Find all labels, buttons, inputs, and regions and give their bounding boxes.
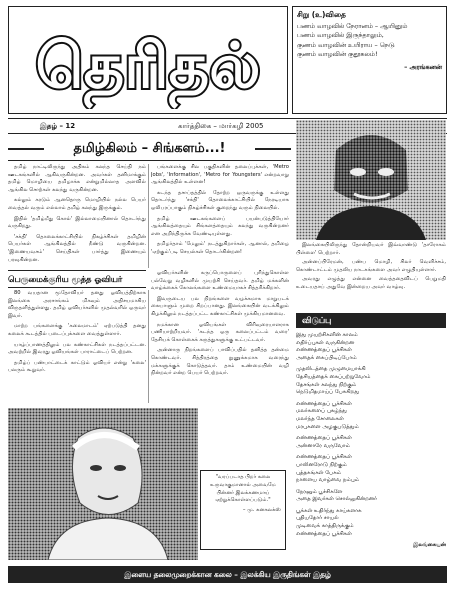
article-paragraph: கல்லும் கரடும் ஆனதொரு மொழியில் நல்ல பெயர் வைத்தல் வரும் எல்லாம் தமிழ் கலந்து இருக்கும். [8, 197, 146, 211]
poem-line: எண்ணத்தைப் பூச்சிகள் [296, 400, 352, 407]
poem-line: இது முயற்சிகளின் காலம் [296, 332, 358, 338]
footer-tagline: இளைய தலைமுறைக்கான கலை – இலக்கிய இருதிங்கள் இதழ் [8, 566, 447, 583]
article-paragraph: அன்னாரு நிறங்களைப் பாவிப்பதில் தனித்த தன்மை கொண்டவர். சித்திரத்தை நுணுக்கமாக வரைந்து மக்களுக்குக் கொடுத்தவர். தாம் உண்மையின் வழி நின்றவர் என்ற பெயர் பெற்றவர். [151, 347, 289, 377]
main-headline [8, 138, 291, 161]
masthead [8, 6, 288, 114]
poem-stanza [296, 366, 446, 396]
poem-line: பாலினரோடு நிற்கும் [296, 461, 347, 468]
poem-line: புத்தகங்கள் பேசும் [296, 469, 341, 476]
poem-box [292, 6, 447, 114]
poem-line: தேசியத்தைக் கைப்பற்றுவோம் [296, 373, 371, 380]
caption-paragraph: அவரது எழுத்து என்னை வைத்ததைவிடப் பெறுமதி உடையதாய் அதுவே இன்றைய அவர் வாழ்வு. [296, 276, 446, 290]
article-column-2 [151, 164, 289, 268]
poem-line: அதைக் கைப்பிடிப்போம் [296, 354, 357, 361]
poem-line: மலர்களைப் புகழ்ந்து [296, 408, 347, 415]
author-portrait-photo [296, 120, 446, 240]
article-column-3 [8, 290, 146, 390]
poem-line: முதலிடத்தை முழுமையாக்கி [296, 366, 366, 373]
poem-stanza [296, 454, 446, 484]
artist-portrait-photo [8, 408, 198, 560]
poem-line: நெடுமிதமாய்ப் பேசுகிறது [296, 389, 359, 396]
caption-paragraph: இலங்கையிலிருந்து தோன்றியவர் இவ்வாண்டு 'தாரோகம் பிள்ளை' பெற்றார். [296, 242, 446, 256]
poem-line: எண்ணத்தைப் பூச்சிகள் [296, 435, 352, 442]
section-heading-artist: பெருமைக்குரிய மூத்த ஓவியர் [8, 270, 146, 288]
poem-line: எண்ணத்தைப் பூச்சிகள் [296, 347, 352, 354]
poem-stanza [296, 332, 446, 362]
poem-author: – அரங்கனன் [404, 62, 442, 71]
poem-line: எண்ணத்தைப் பூச்சிகள் [296, 530, 352, 537]
poem-line: எண்ணத்தைப் பூச்சிகள் [296, 454, 352, 461]
poem-line: நேரனும் பூச்சிகளே [296, 488, 343, 495]
poem-line: குணம் வாழவின் உயிராய – நெடு [297, 40, 395, 49]
article-paragraph: தமிழ் ஊடகங்களைப் பயன்படுத்தியோர் ஆங்கிலத்தையும் சிங்களத்தையும் கலந்து வருகின்றனர் என அறிந்திருக்க வேண்டியுள்ளது. [151, 215, 289, 237]
article-paragraph: மாற்ற பங்களைக்கு 'கலைமாடம்' ஏற்படுத்தி தனது கலைக் கூடத்தில் படைப்புக்களை வைத்துள்ளார். [8, 323, 146, 337]
headline-rule-left [8, 148, 44, 150]
column-divider [148, 164, 149, 268]
article-paragraph: இவருடைய பல நிறங்களை வழக்கமாக மாறுபடக் கையாளும் முறை சிறப்பானது. இலங்கையின் வடக்கிலும் கிழக்கிலும் நடத்தப்பட்ட கண்காட்சிகள் முக்கியமானவை. [151, 295, 289, 317]
poem-line: முடிவைக் காத்திருக்கும் [296, 523, 354, 530]
article-column-4 [151, 270, 289, 405]
headline-rule-right [255, 148, 291, 150]
poem-line: மரபுகளை அழகுபடுத்தும் [296, 423, 359, 430]
poem-line: புதியதோர் சாயல் [296, 515, 339, 522]
poem-stanza [296, 435, 446, 450]
headline-text: தமிழ்கிலம் – சிங்களம்...! [73, 141, 226, 156]
section-heading-viduppu: விடுப்பு [296, 313, 446, 328]
quote-author: – மு. கனகலக்ஸ் [242, 507, 281, 514]
poem-line: எதிர்ப்புகள் வருகின்றன [296, 339, 355, 346]
article-paragraph: பங்களைக்கு சில பகுதிகளின் தலைப்புக்கள், 'Metro Jobs', 'Information', 'Metro for Youngsters' என்றவாறு ஆங்கிலத்தில் உள்ளன! [151, 164, 289, 186]
poem-line: மலர்ந்த சோலைகள் [296, 415, 344, 422]
poem-line: பணம் வாழவில் இருந்தாலும், [297, 31, 384, 39]
poem-author: இலங்கையன் [413, 542, 446, 549]
article-paragraph: ஓவியர்களின் கருப்பொருளைப் புரிந்துகொள்ள பல்வேறு வழிகளில் முயற்சி செய்தவர். தமிழ் மக்களின் வாழ்க்கைக் கோலங்களை உண்மையாகச் சித்தரிக்கிறார். [151, 270, 289, 292]
artist-quote-box [200, 470, 286, 550]
poem-title: சிறு (உ)விதை [297, 10, 346, 19]
issue-number: இதழ் – 12 [40, 122, 76, 130]
caption-paragraph: அன்னப்பிரேமன், பண்ப மொழி, சிலர் வெளிச்சம், கொண்டாட்டம் முதலிய நாடகங்களை அவர் எழுதியுள்ளார். [296, 259, 446, 273]
article-paragraph: தமிழ் நாட்டிலிருந்து அதிகம் கலந்த செய்தி நம் ஊடகங்களில் ஆகிவருகின்றன. அவர்கள் தனிமாக்கும் தமிழ் மொழியை தமிழாக்க என்றுமில்லாத அளவில் ஆங்கில சொற்கள் கலந்து வருகின்றன. [8, 164, 146, 193]
article-paragraph: நமக்கான ஓவியங்கள் விரிவுரையாளராக பணியாற்றியவர். 'கடந்த ஒரு கலைப்பட்டம் வரை' தேசியக் கொள்கைக் கருத்துகளுக்கு உட்பட்டவர். [151, 321, 289, 343]
article-paragraph: 80 வயதான மூதோவியர் தனது ஓவியத்திற்காக இலங்கை அரசாங்கம் மிகவும் அதிசயமாகிய விருதளித்துள்ளது. தமிழ் ஓவியர்களில் முதல்வரில் ஒருவர் இவர். [8, 290, 146, 319]
article-paragraph: தமிழ்ப் பண்பாட்டைக் காட்டும் ஓவியர் என்று 'கலை' பலரும் கூறுவர். [8, 359, 146, 374]
column-divider [148, 290, 149, 403]
issue-date: கார்த்திகை – மார்கழி 2005 [178, 122, 264, 130]
portrait-caption [296, 242, 446, 312]
poem-viduppu [296, 332, 446, 560]
article-paragraph: 'சக்தி' தொலைக்காட்சியில் நிகழ்ச்சிகள் தமிழின் பெயர்கள் ஆங்கிலத்தில் நீண்டு வருகின்றன. 'இணையவசம்' செய்திகள் பார்த்து இணையும் பரவுகின்றன. [8, 233, 146, 263]
poem-line: அதை இவர்கள் சொல்லுகின்றனர் [296, 496, 377, 503]
poem-stanza [296, 489, 446, 504]
poem-stanza [296, 401, 446, 431]
article-column-1 [8, 164, 146, 268]
article-paragraph: யாழ்ப்பாணத்திலும் பல கண்காட்சிகள் நடத்தப்பட்டன. அவற்றில் இவரது ஓவியங்கள் பாராட்டைப் பெற்றன. [8, 341, 146, 356]
quote-text: "வரப்படாத பிறர் கலை உருவாகுமானால் அவைமே பின்னர் இலக்கணமாய் ஏற்றுக்கொள்ளப்படும்." [210, 474, 276, 504]
masthead-title: தெரிதல் [35, 29, 261, 102]
poem-line: குணம் வாழவின் குதூகலம்! [297, 50, 378, 58]
poem-line: பூக்கள் உதிர்ந்து காய்களாக [296, 507, 362, 514]
poem-line: அன்னாரே வருவோம் [296, 442, 350, 449]
article-paragraph: தமிழர்தாம் 'மேலும்' நடத்துகிறார்கள், ஆனால், தமிழை 'ஏற்கும்'படி செயல்கள் தொடர்கின்றன! [151, 241, 289, 255]
article-paragraph: இதில் 'தமிழ்மீது கொல்' இல்லாமையினால் தொடர்ந்து வருகிறது. [8, 215, 146, 230]
poem-line: பணம் வாழவில் நேரானம் – ஆயினும் [297, 21, 408, 30]
article-paragraph: கடந்த தசாப்தத்தில் தோற்ற ஒருவருக்கு உள்ளது தொடர்ந்து 'சக்தி' தொலைக்காட்சியில் நேரடியாக ஒலிபரப்பாகும் நிகழ்ச்சிகள் குறைந்து வரும் நிலையில். [151, 189, 289, 211]
poem-line: நாளைய வாழ்வை நம்பும் [296, 477, 360, 484]
poem-stanza [296, 508, 446, 538]
masthead-logo [15, 13, 281, 109]
poem-line: தேசங்கள் கலந்து நிற்கும் [296, 381, 357, 388]
